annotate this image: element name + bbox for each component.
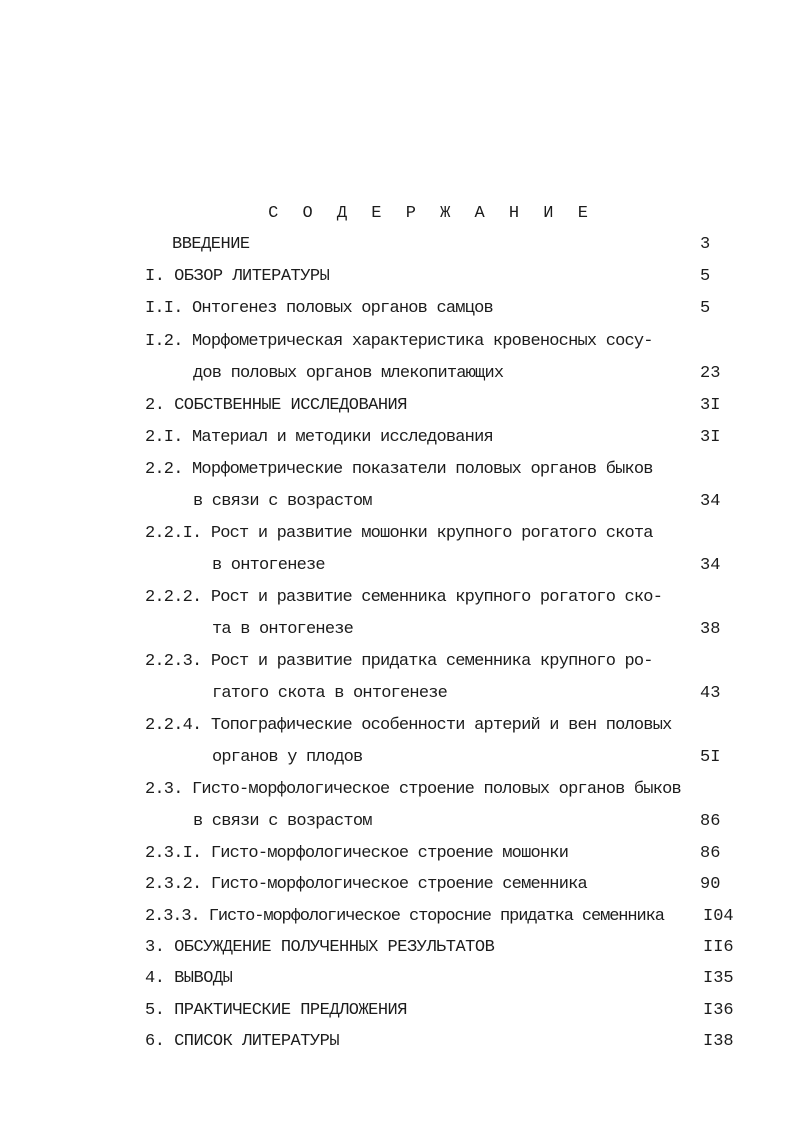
toc-entry-2-2-3 [145,651,653,673]
toc-entry-1-2 [145,331,653,353]
toc-entry-text: Онтогенез половых органов самцов [192,299,493,318]
toc-page-number: 3I [700,396,721,415]
toc-entry-3 [145,937,494,959]
toc-entry-number: 2.2.2. [145,588,202,607]
toc-entry-text: Рост и развитие мошонки крупного рогатого скота [210,524,653,543]
toc-page-number: 43 [700,684,721,703]
toc-entry-intro [172,234,250,256]
toc-entry-text: Гисто-морфологическое сторосние придатка семенника [208,907,664,926]
toc-entry-number: I.I. [145,299,183,318]
toc-page-number: 90 [700,875,721,894]
toc-entry-text: СПИСОК ЛИТЕРАТУРЫ [174,1032,340,1051]
toc-entry-number: 2. [145,396,165,415]
toc-entry-text: Топографические особенности артерий и вен половых [210,716,672,735]
toc-entry-number: 5. [145,1001,165,1020]
page-title: С О Д Е Р Ж А Н И Е [268,204,595,223]
toc-entry-continuation: органов у плодов [212,748,363,767]
toc-page-number: 5 [700,299,711,318]
toc-page-number: 38 [700,620,721,639]
toc-entry-continuation: в связи с возрастом [193,812,372,831]
toc-page-number: 3I [700,428,721,447]
toc-entry-continuation: та в онтогенезе [212,620,354,639]
toc-entry-2-2-4 [145,715,672,737]
toc-entry-1-1 [145,298,493,320]
toc-page-number: II6 [703,938,734,957]
toc-entry-number: 6. [145,1032,165,1051]
toc-entry-number: I. [145,267,165,286]
toc-entry-continuation: дов половых органов млекопитающих [193,364,504,383]
toc-entry-text: Рост и развитие придатка семенника крупного ро- [210,652,653,671]
toc-entry-text: СОБСТВЕННЫЕ ИССЛЕДОВАНИЯ [174,396,407,415]
toc-entry-2-2 [145,459,653,481]
toc-entry-2-3-2 [145,874,587,896]
toc-entry-4 [145,968,232,990]
toc-page-number: 34 [700,492,721,511]
toc-entry-number: 4. [145,969,165,988]
toc-entry-text: Материал и методики исследования [192,428,493,447]
toc-entry-text: ВЫВОДЫ [174,969,233,988]
toc-entry-2-3-1 [145,843,568,865]
toc-entry-text: Гисто-морфологическое строение семенника [210,875,587,894]
toc-entry-continuation: в онтогенезе [212,556,325,575]
toc-page-number: I35 [703,969,734,988]
toc-entry-text: Морфометрические показатели половых органов быков [192,460,653,479]
toc-page-number: I36 [703,1001,734,1020]
toc-page-number: 34 [700,556,721,575]
toc-entry-text: ПРАКТИЧЕСКИЕ ПРЕДЛОЖЕНИЯ [174,1001,407,1020]
toc-entry-continuation: гатого скота в онтогенезе [212,684,448,703]
toc-entry-2-1 [145,427,493,449]
toc-page-number: I38 [703,1032,734,1051]
toc-entry-text: Рост и развитие семенника крупного рогатого ско- [210,588,663,607]
toc-page-number: 86 [700,812,721,831]
toc-entry-number: 2.3.I. [145,844,202,863]
toc-entry-number: 2.3.2. [145,875,202,894]
toc-entry-text: Гисто-морфологическое строение мошонки [210,844,569,863]
toc-page-number: 3 [700,235,711,254]
toc-entry-text: Гисто-морфологическое строение половых органов быков [192,780,681,799]
toc-entry-number: 2.2. [145,460,183,479]
toc-entry-6 [145,1031,339,1053]
toc-entry-number: I.2. [145,332,183,351]
toc-entry-number: 2.I. [145,428,183,447]
toc-entry-number: 2.2.3. [145,652,202,671]
toc-page-number: 23 [700,364,721,383]
toc-entry-number: 2.3.3. [145,907,200,926]
toc-entry-number: 2.2.4. [145,716,202,735]
toc-entry-2-3 [145,779,681,801]
toc-entry-text: ОБЗОР ЛИТЕРАТУРЫ [174,267,330,286]
toc-entry-2 [145,395,407,417]
toc-page-number: 5 [700,267,711,286]
toc-entry-text: ОБСУЖДЕНИЕ ПОЛУЧЕННЫХ РЕЗУЛЬТАТОВ [174,938,495,957]
toc-entry-text: Морфометрическая характеристика кровеносных сосу- [192,332,653,351]
toc-entry-2-2-2 [145,587,662,609]
toc-page-number: I04 [703,907,734,926]
toc-page-number: 86 [700,844,721,863]
toc-entry-text: ВВЕДЕНИЕ [172,235,250,254]
toc-entry-1 [145,266,329,288]
toc-entry-number: 3. [145,938,165,957]
toc-entry-2-2-1 [145,523,653,545]
toc-entry-number: 2.3. [145,780,183,799]
toc-entry-number: 2.2.I. [145,524,202,543]
toc-entry-continuation: в связи с возрастом [193,492,372,511]
toc-entry-2-3-3 [145,906,664,928]
toc-entry-5 [145,1000,407,1022]
toc-page-number: 5I [700,748,721,767]
